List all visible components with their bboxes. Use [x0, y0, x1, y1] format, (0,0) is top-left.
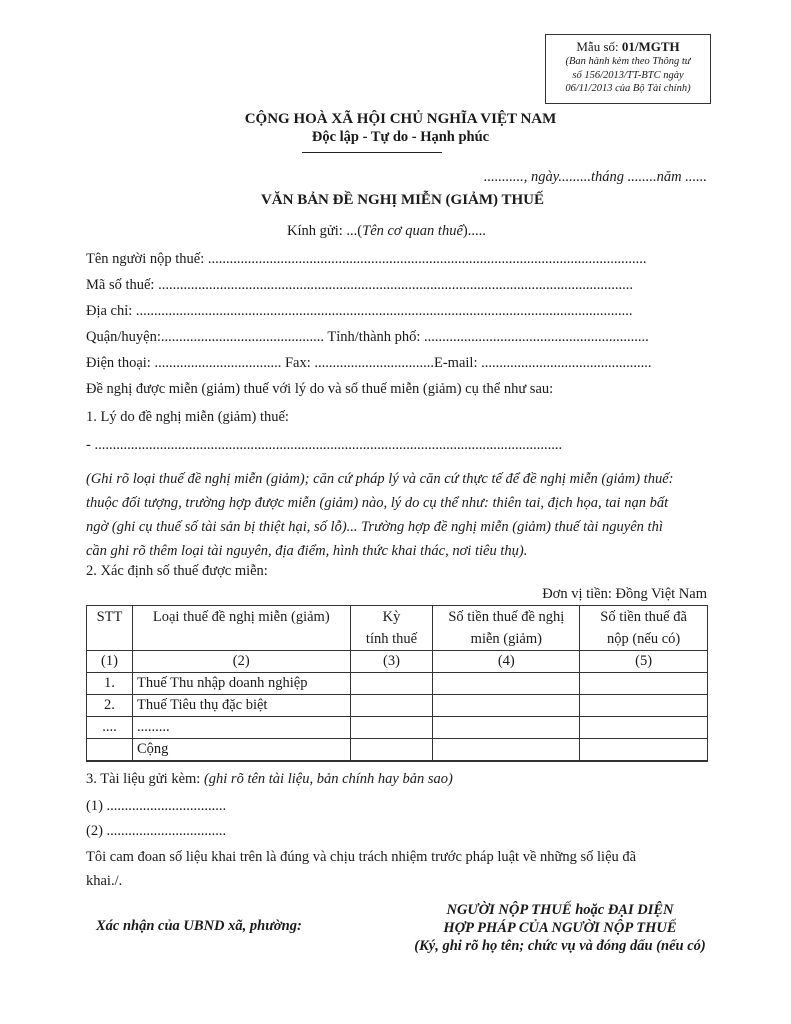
document-title: VĂN BẢN ĐỀ NGHỊ MIỄN (GIẢM) THUẾ	[260, 192, 545, 208]
nation-heading: CỘNG HOÀ XÃ HỘI CHỦ NGHĨA VIỆT NAM	[244, 111, 557, 127]
table-header-row	[87, 606, 708, 651]
district-province-field[interactable]: Quận/huyện:............................................. Tỉnh/thành phố: ..............................................................	[86, 329, 649, 345]
header-exempt-amount: Số tiền thuế đề nghị miễn (giảm)	[433, 606, 580, 651]
reason-field[interactable]: - .................................................................................................................................	[86, 437, 563, 453]
instruction-line: thuộc đối tượng, trường hợp được miễn (giảm) nào, lý do cụ thể như: thiên tai, địch họa, tai nạn bất	[86, 495, 669, 511]
header-paid-amount: Số tiền thuế đã nộp (nếu có)	[580, 606, 708, 651]
attachment-item-1[interactable]: (1) .................................	[86, 798, 227, 814]
table-row	[87, 673, 708, 695]
motto: Độc lập - Tự do - Hạnh phúc	[311, 129, 490, 145]
cell-tax-period[interactable]	[350, 717, 433, 739]
currency-note: Đơn vị tiền: Đồng Việt Nam	[542, 586, 707, 602]
cell-tax-type: .........	[132, 717, 350, 739]
column-number: (2)	[132, 651, 350, 673]
instruction-line: (Ghi rõ loại thuế đề nghị miễn (giảm); căn cứ pháp lý và căn cứ thực tế để đề nghị miễn (giảm) thuế:	[86, 471, 674, 487]
cell-stt: ....	[87, 717, 133, 739]
signature-instruction: (Ký, ghi rõ họ tên; chức vụ và đóng dấu (nếu có)	[414, 938, 706, 954]
cell-paid-amount[interactable]	[580, 673, 708, 695]
cell-stt: 1.	[87, 673, 133, 695]
commitment-line: khai./.	[86, 873, 123, 889]
section3-heading: 3. Tài liệu gửi kèm: (ghi rõ tên tài liệu, bản chính hay bản sao)	[86, 771, 453, 787]
tax-exemption-table	[86, 605, 708, 762]
form-code-box	[545, 34, 711, 104]
cell-stt	[87, 739, 133, 762]
column-number: (5)	[580, 651, 708, 673]
motto-underline	[302, 152, 442, 153]
column-number: (3)	[350, 651, 433, 673]
commune-confirmation-label: Xác nhận của UBND xã, phường:	[96, 918, 302, 934]
commitment-line: Tôi cam đoan số liệu khai trên là đúng và chịu trách nhiệm trước pháp luật về những số liệu đã	[86, 849, 637, 865]
cell-tax-type: Thuế Thu nhập doanh nghiệp	[132, 673, 350, 695]
signature-title: NGƯỜI NỘP THUẾ hoặc ĐẠI DIỆN	[446, 902, 674, 918]
column-number: (1)	[87, 651, 133, 673]
address-field[interactable]: Địa chỉ: .........................................................................................................................................	[86, 303, 633, 319]
form-note-line: 06/11/2013 của Bộ Tài chính)	[565, 83, 691, 94]
section2-heading: 2. Xác định số thuế được miễn:	[86, 563, 268, 579]
cell-tax-period[interactable]	[350, 695, 433, 717]
form-code: Mẫu số: 01/MGTH	[576, 39, 680, 54]
cell-tax-period[interactable]	[350, 673, 433, 695]
signature-title: HỢP PHÁP CỦA NGƯỜI NỘP THUẾ	[443, 920, 677, 936]
taxpayer-name-field[interactable]: Tên người nộp thuế: .........................................................................................................................	[86, 251, 647, 267]
instruction-line: cần ghi rõ thêm loại tài nguyên, địa điểm, hình thức khai thác, nơi tiêu thụ).	[86, 543, 528, 559]
section-intro: Đề nghị được miễn (giảm) thuế với lý do và số thuế miễn (giảm) cụ thể như sau:	[86, 381, 554, 397]
section1-heading: 1. Lý do đề nghị miễn (giảm) thuế:	[86, 409, 289, 425]
section1-instructions	[86, 467, 710, 563]
form-note-line: số 156/2013/TT-BTC ngày	[572, 69, 684, 81]
cell-paid-amount[interactable]	[580, 695, 708, 717]
header-stt: STT	[87, 606, 133, 651]
cell-paid-amount[interactable]	[580, 717, 708, 739]
instruction-line: ngờ (ghi cụ thuế số tài sản bị thiệt hại, số lỗ)... Trường hợp đề nghị miễn (giảm) thuế tài nguyên thì	[86, 519, 663, 535]
date-line: ..........., ngày.........tháng ........năm ......	[483, 169, 707, 185]
table-total-row	[87, 739, 708, 762]
cell-stt: 2.	[87, 695, 133, 717]
cell-tax-type: Thuế Tiêu thụ đặc biệt	[132, 695, 350, 717]
header-tax-type: Loại thuế đề nghị miễn (giảm)	[132, 606, 350, 651]
table-row	[87, 717, 708, 739]
cell-total-label: Cộng	[132, 739, 350, 762]
contact-field[interactable]: Điện thoại: ................................... Fax: .................................E-mail: ...............................................	[86, 355, 652, 371]
cell-exempt-amount[interactable]	[433, 739, 580, 762]
cell-exempt-amount[interactable]	[433, 717, 580, 739]
attachment-item-2[interactable]: (2) .................................	[86, 823, 227, 839]
column-number-row	[87, 651, 708, 673]
cell-exempt-amount[interactable]	[433, 673, 580, 695]
cell-exempt-amount[interactable]	[433, 695, 580, 717]
cell-tax-period[interactable]	[350, 739, 433, 762]
greeting: Kính gửi: ...(Tên cơ quan thuế).....	[287, 223, 486, 239]
tax-code-field[interactable]: Mã số thuế: ...................................................................................................................................	[86, 277, 633, 293]
table-row	[87, 695, 708, 717]
header-tax-period: Kỳ tính thuế	[350, 606, 433, 651]
form-note-line: (Ban hành kèm theo Thông tư	[565, 56, 691, 67]
column-number: (4)	[433, 651, 580, 673]
cell-paid-amount[interactable]	[580, 739, 708, 762]
